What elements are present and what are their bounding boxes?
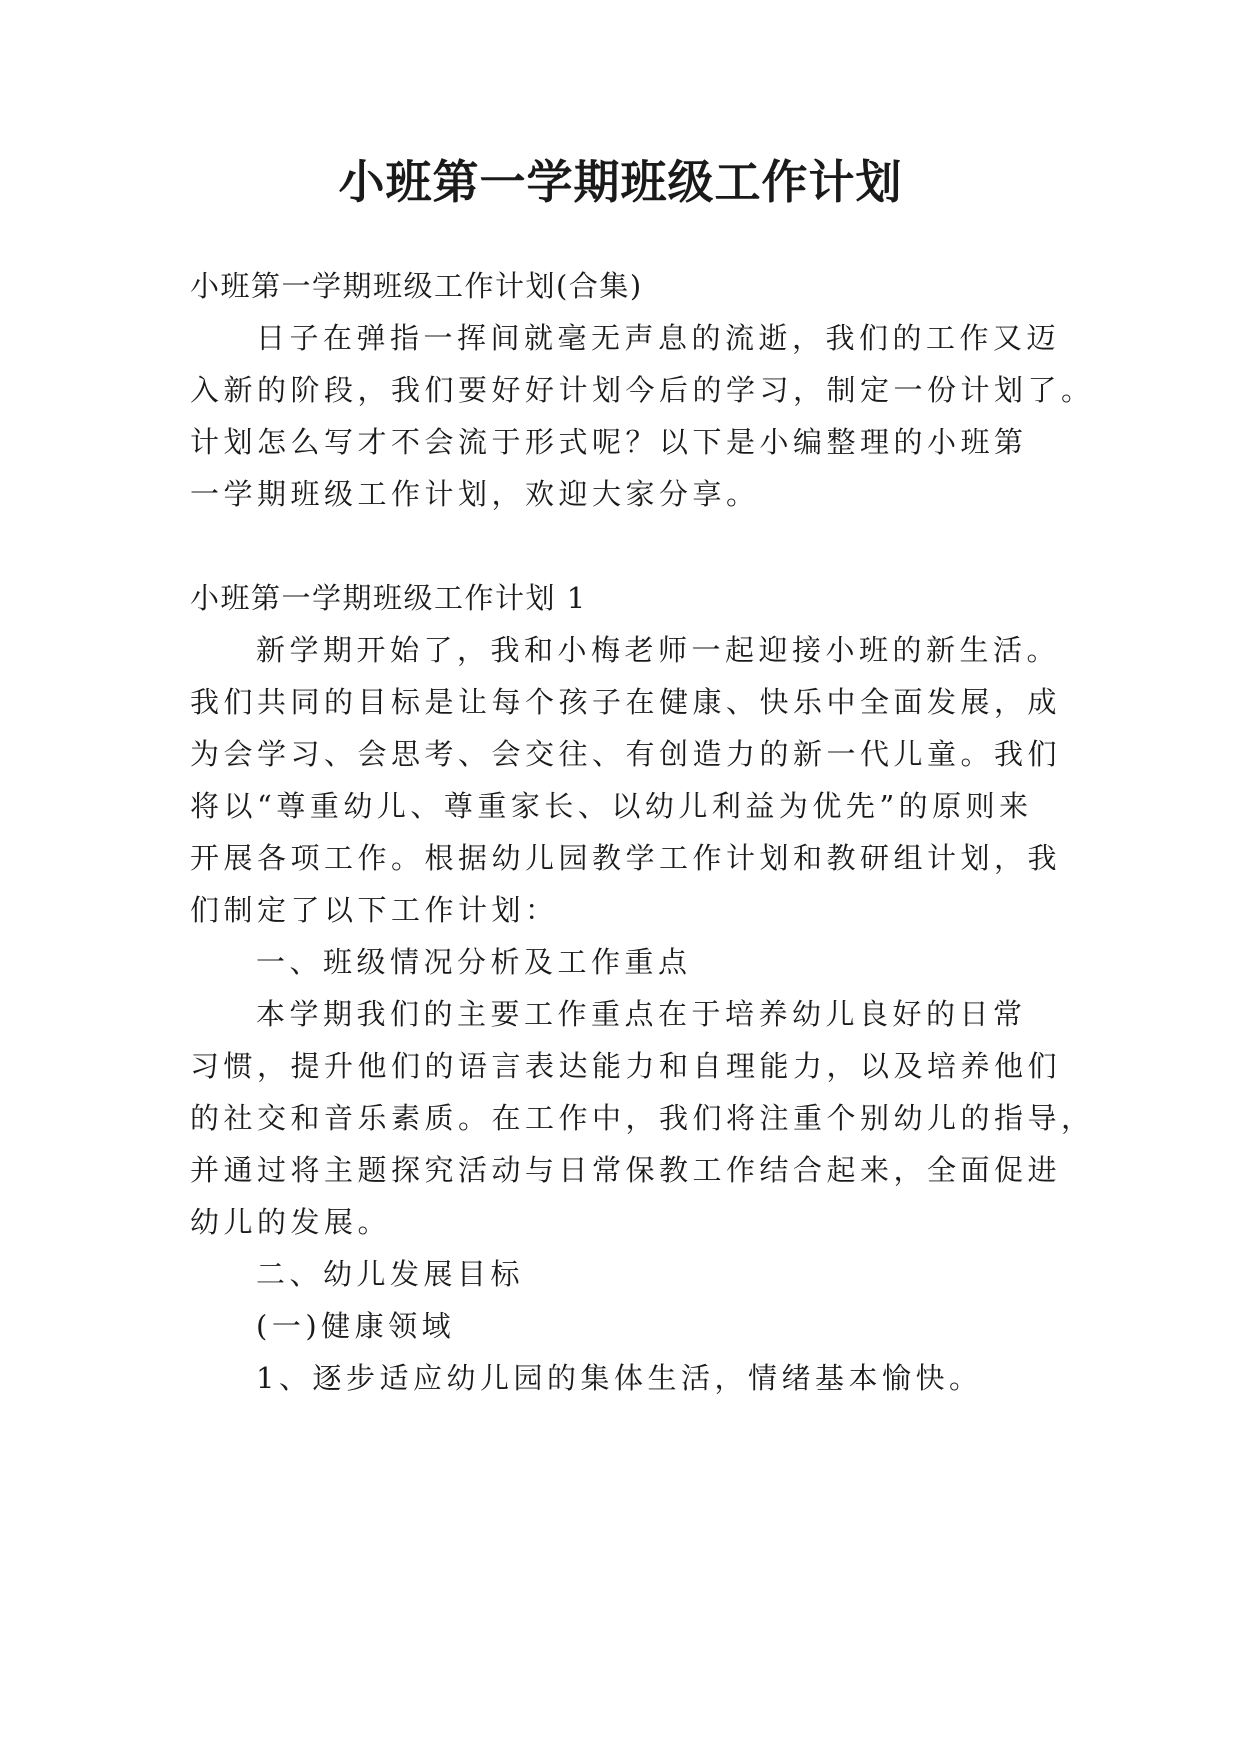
- subheading-health: (一)健康领域: [256, 1309, 456, 1343]
- document-subtitle: 小班第一学期班级工作计划(合集): [190, 269, 643, 303]
- heading-development-goals: 二、幼儿发展目标: [256, 1257, 525, 1291]
- paragraph-line: 我们共同的目标是让每个孩子在健康、快乐中全面发展，成: [190, 685, 1062, 719]
- paragraph-line: 将以“尊重幼儿、尊重家长、以幼儿利益为优先”的原则来: [190, 789, 1033, 823]
- paragraph-line: 开展各项工作。根据幼儿园教学工作计划和教研组计划，我: [190, 841, 1062, 875]
- paragraph-line: 新学期开始了，我和小梅老师一起迎接小班的新生活。: [256, 633, 1061, 667]
- intro-line-2: 入新的阶段，我们要好好计划今后的学习，制定一份计划了。: [190, 373, 1095, 407]
- paragraph-line: 习惯，提升他们的语言表达能力和自理能力，以及培养他们: [190, 1049, 1062, 1083]
- section-heading: 小班第一学期班级工作计划 1: [190, 581, 587, 615]
- paragraph-line: 本学期我们的主要工作重点在于培养幼儿良好的日常: [256, 997, 1027, 1031]
- intro-line-3: 计划怎么写才不会流于形式呢？以下是小编整理的小班第: [190, 425, 1028, 459]
- paragraph-line: 并通过将主题探究活动与日常保教工作结合起来，全面促进: [190, 1153, 1062, 1187]
- paragraph-line: 的社交和音乐素质。在工作中，我们将注重个别幼儿的指导，: [190, 1101, 1095, 1135]
- paragraph-line: 们制定了以下工作计划：: [190, 893, 559, 927]
- paragraph-line: 幼儿的发展。: [190, 1205, 392, 1239]
- document-title: 小班第一学期班级工作计划: [338, 155, 903, 209]
- intro-line-4: 一学期班级工作计划，欢迎大家分享。: [190, 477, 760, 511]
- heading-class-analysis: 一、班级情况分析及工作重点: [256, 945, 692, 979]
- list-item: 1、逐步适应幼儿园的集体生活，情绪基本愉快。: [256, 1361, 983, 1395]
- intro-line-1: 日子在弹指一挥间就毫无声息的流逝，我们的工作又迈: [256, 321, 1061, 355]
- paragraph-line: 为会学习、会思考、会交往、有创造力的新一代儿童。我们: [190, 737, 1062, 771]
